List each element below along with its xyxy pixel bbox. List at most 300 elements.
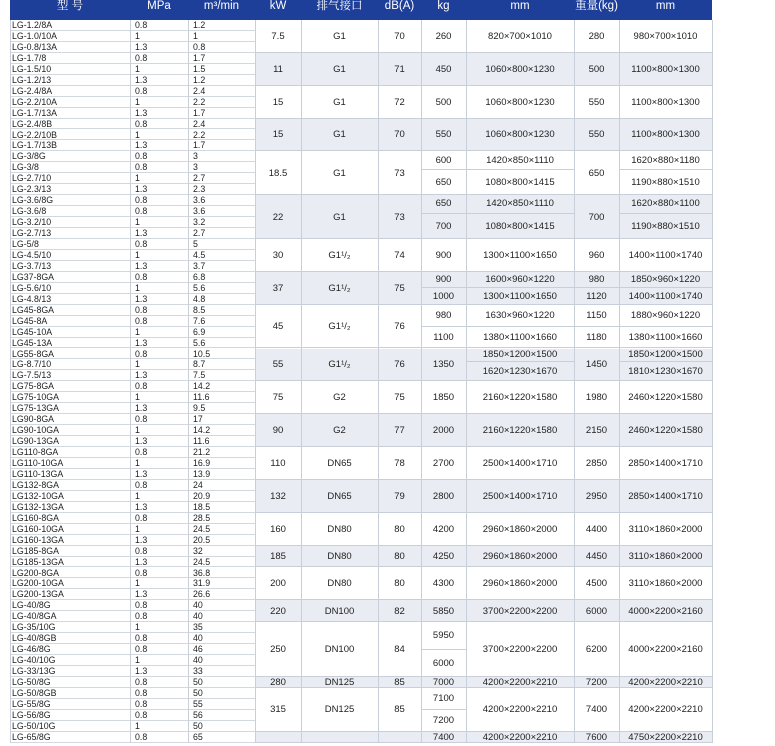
outlet-cell: G1 bbox=[333, 96, 346, 108]
outlet-cell: G1¹/₂ bbox=[328, 282, 351, 294]
outlet-cell: DN65 bbox=[327, 490, 352, 502]
pressure-cell: 1.3 bbox=[135, 468, 148, 479]
noise-cell: 80 bbox=[394, 551, 405, 563]
pressure-cell: 1.3 bbox=[135, 228, 148, 239]
pressure-cell: 0.8 bbox=[135, 545, 148, 556]
model-cell: LG-40/8G bbox=[12, 600, 51, 611]
table-row bbox=[10, 425, 255, 436]
model-cell: LG45-8A bbox=[12, 315, 48, 326]
table-row bbox=[10, 31, 255, 42]
table-row bbox=[10, 655, 255, 666]
table-row bbox=[10, 480, 255, 491]
conv-dims-cell: 1100×800×1300 bbox=[631, 63, 700, 75]
model-cell: LG75-10GA bbox=[12, 392, 59, 403]
pressure-cell: 1 bbox=[135, 359, 140, 370]
model-cell: LG110-10GA bbox=[12, 458, 64, 468]
model-cell: LG-5/8 bbox=[12, 239, 39, 249]
pressure-cell: 1.3 bbox=[135, 184, 148, 195]
model-cell: LG132-10GA bbox=[12, 490, 64, 501]
table-row bbox=[10, 469, 255, 480]
spec-group bbox=[255, 151, 712, 195]
conv-dims-cell: 1620×880×1100 bbox=[619, 195, 712, 213]
pressure-cell: 1 bbox=[135, 523, 140, 534]
table-row bbox=[10, 392, 255, 403]
power-cell: 160 bbox=[270, 523, 286, 535]
flow-cell: 13.9 bbox=[193, 468, 211, 479]
column-divider bbox=[188, 20, 189, 743]
conv-weight-cell: 6000 bbox=[585, 605, 608, 617]
weight-cell: 650 bbox=[435, 176, 452, 188]
noise-cell bbox=[378, 732, 421, 743]
flow-cell: 3.2 bbox=[193, 217, 206, 228]
outlet-cell: DN65 bbox=[327, 457, 352, 469]
weight-cell: 7100 bbox=[421, 688, 466, 710]
model-cell: LG-3/8 bbox=[12, 162, 39, 173]
table-row bbox=[10, 195, 255, 206]
model-cell: LG-2.2/10A bbox=[12, 96, 57, 107]
model-cell: LG-0.8/13A bbox=[12, 41, 57, 52]
power-cell: 30 bbox=[272, 249, 284, 261]
pressure-cell: 1 bbox=[135, 326, 140, 337]
pressure-cell: 0.8 bbox=[135, 85, 148, 96]
pressure-cell: 1.3 bbox=[135, 403, 148, 414]
table-row bbox=[10, 699, 255, 710]
header-conv-dims: mm bbox=[655, 0, 676, 12]
pressure-cell: 0.8 bbox=[135, 731, 148, 742]
noise-cell: 85 bbox=[394, 676, 405, 688]
model-cell: LG-2.7/13 bbox=[12, 228, 52, 239]
header-dims: mm bbox=[510, 0, 530, 12]
pressure-cell: 1.3 bbox=[135, 337, 148, 348]
outlet-cell: G1¹/₂ bbox=[328, 321, 351, 333]
flow-cell: 8.5 bbox=[193, 304, 206, 315]
model-cell: LG-33/13G bbox=[12, 666, 56, 677]
conv-weight-cell: 4400 bbox=[585, 523, 608, 535]
conv-dims-cell: 3110×1860×2000 bbox=[628, 523, 703, 535]
spec-group bbox=[255, 480, 712, 513]
conv-dims-cell: 1100×800×1300 bbox=[631, 96, 700, 108]
flow-cell: 3 bbox=[193, 151, 198, 162]
conv-dims-cell: 2850×1400×1710 bbox=[628, 490, 703, 502]
model-cell: LG110-13GA bbox=[12, 468, 64, 479]
weight-cell: 7400 bbox=[432, 731, 455, 743]
model-cell: LG160-8GA bbox=[12, 512, 59, 523]
flow-cell: 9.5 bbox=[193, 403, 206, 414]
table-row bbox=[10, 184, 255, 195]
table-row bbox=[10, 250, 255, 261]
model-cell: LG-8.7/10 bbox=[12, 359, 52, 370]
pressure-cell: 1 bbox=[135, 249, 140, 260]
flow-cell: 2.2 bbox=[193, 96, 206, 107]
pressure-cell: 0.8 bbox=[135, 567, 148, 578]
dims-cell: 1620×1230×1670 bbox=[482, 366, 558, 378]
model-cell: LG-1.7/13B bbox=[12, 140, 57, 151]
pressure-cell: 1 bbox=[135, 578, 140, 589]
spec-group bbox=[255, 86, 712, 119]
power-cell: 315 bbox=[270, 704, 286, 716]
spec-group bbox=[255, 447, 712, 480]
conv-weight-cell: 7400 bbox=[585, 704, 608, 716]
flow-cell: 14.2 bbox=[193, 425, 211, 436]
spec-group bbox=[255, 305, 712, 349]
model-cell: LG-40/8GB bbox=[12, 633, 57, 644]
power-cell: 45 bbox=[272, 321, 284, 333]
conv-dims-cell: 4000×2200×2160 bbox=[628, 644, 703, 656]
flow-cell: 32 bbox=[193, 545, 203, 556]
table-row bbox=[10, 578, 255, 589]
pressure-cell: 0.8 bbox=[135, 479, 148, 490]
power-cell: 200 bbox=[270, 578, 286, 590]
table-row bbox=[10, 535, 255, 546]
outlet-cell: DN125 bbox=[324, 704, 355, 716]
power-cell: 90 bbox=[272, 425, 284, 437]
model-cell: LG37-8GA bbox=[12, 271, 55, 282]
flow-cell: 2.7 bbox=[193, 173, 206, 184]
conv-dims-cell: 1880×960×1220 bbox=[619, 305, 712, 327]
noise-cell: 82 bbox=[394, 605, 405, 617]
table-row bbox=[10, 217, 255, 228]
model-cell: LG-4.8/13 bbox=[12, 293, 52, 304]
flow-cell: 5 bbox=[193, 239, 198, 249]
dims-cell: 2960×1860×2000 bbox=[482, 578, 558, 590]
flow-cell: 1.2 bbox=[193, 74, 206, 85]
flow-cell: 2.4 bbox=[193, 85, 206, 96]
noise-cell: 78 bbox=[394, 457, 405, 469]
pressure-cell: 0.8 bbox=[135, 677, 148, 687]
dims-cell: 1420×850×1110 bbox=[466, 151, 574, 169]
table-row bbox=[10, 64, 255, 75]
table-row bbox=[10, 458, 255, 469]
table-row bbox=[10, 403, 255, 414]
conv-weight-cell: 2950 bbox=[585, 490, 608, 502]
flow-cell: 55 bbox=[193, 698, 203, 709]
power-cell: 37 bbox=[272, 282, 284, 294]
flow-cell: 11.6 bbox=[193, 436, 210, 447]
flow-cell: 6.8 bbox=[193, 271, 206, 282]
flow-cell: 5.6 bbox=[193, 282, 206, 293]
pressure-cell: 0.8 bbox=[135, 239, 148, 249]
model-cell: LG-3.7/13 bbox=[12, 260, 52, 271]
outlet-cell: G1¹/₂ bbox=[328, 359, 351, 371]
pressure-cell: 0.8 bbox=[135, 687, 148, 698]
table-row bbox=[10, 42, 255, 53]
weight-cell: 500 bbox=[435, 96, 452, 108]
flow-cell: 24.5 bbox=[193, 523, 211, 534]
power-cell: 15 bbox=[272, 129, 284, 141]
header-noise: dB(A) bbox=[384, 0, 415, 12]
flow-cell: 4.5 bbox=[193, 249, 206, 260]
outlet-cell: G1 bbox=[333, 129, 346, 141]
flow-cell: 26.6 bbox=[193, 589, 211, 600]
conv-weight-cell: 7200 bbox=[585, 676, 608, 688]
power-cell: 110 bbox=[270, 457, 286, 469]
flow-cell: 36.8 bbox=[193, 567, 211, 578]
model-cell: LG160-13GA bbox=[12, 534, 64, 545]
model-cell: LG-1.7/8 bbox=[12, 52, 47, 63]
flow-cell: 50 bbox=[193, 720, 203, 731]
flow-cell: 2.3 bbox=[193, 184, 206, 195]
flow-cell: 31.9 bbox=[193, 578, 211, 589]
weight-cell: 5850 bbox=[432, 605, 455, 617]
pressure-cell: 0.8 bbox=[135, 195, 148, 206]
model-cell: LG45-10A bbox=[12, 326, 53, 337]
conv-dims-cell: 1100×800×1300 bbox=[631, 129, 700, 141]
flow-cell: 6.9 bbox=[193, 326, 206, 337]
conv-weight-cell: 6200 bbox=[585, 644, 608, 656]
power-cell bbox=[255, 732, 301, 743]
power-cell: 11 bbox=[273, 63, 283, 75]
table-row bbox=[10, 151, 255, 162]
pressure-cell: 1.3 bbox=[135, 501, 148, 512]
dims-cell: 820×700×1010 bbox=[488, 30, 552, 42]
dims-cell: 1060×800×1230 bbox=[485, 63, 555, 75]
outlet-cell: G1 bbox=[333, 63, 346, 75]
conv-weight-cell: 4500 bbox=[585, 578, 608, 590]
weight-cell: 600 bbox=[421, 151, 466, 169]
table-row bbox=[10, 589, 255, 600]
pressure-cell: 1 bbox=[135, 173, 140, 184]
flow-cell: 28.5 bbox=[193, 512, 211, 523]
flow-cell: 14.2 bbox=[193, 381, 211, 392]
dims-cell: 1380×1100×1660 bbox=[483, 332, 557, 344]
model-cell: LG-3/8G bbox=[12, 151, 46, 162]
flow-cell: 18.5 bbox=[193, 501, 211, 512]
pressure-cell: 1 bbox=[135, 458, 140, 468]
table-row bbox=[10, 491, 255, 502]
noise-cell: 70 bbox=[394, 129, 405, 141]
dims-cell: 2160×1220×1580 bbox=[482, 425, 558, 437]
pressure-cell: 0.8 bbox=[135, 709, 148, 720]
conv-weight-cell: 550 bbox=[588, 96, 605, 108]
pressure-cell: 1 bbox=[135, 282, 140, 293]
header-weight: kg bbox=[437, 0, 450, 12]
noise-cell: 71 bbox=[394, 63, 405, 75]
weight-cell: 4300 bbox=[432, 578, 455, 590]
power-cell: 132 bbox=[270, 490, 286, 502]
model-cell: LG-50/8G bbox=[12, 677, 51, 687]
noise-cell: 76 bbox=[394, 321, 405, 333]
model-cell: LG-1.0/10A bbox=[12, 30, 57, 41]
pressure-cell: 1.3 bbox=[135, 260, 148, 271]
weight-cell: 980 bbox=[421, 305, 466, 327]
table-row bbox=[10, 53, 255, 64]
weight-cell: 900 bbox=[421, 272, 466, 288]
flow-cell: 24.5 bbox=[193, 556, 211, 567]
flow-cell: 3.6 bbox=[193, 206, 206, 217]
flow-cell: 56 bbox=[193, 709, 203, 720]
model-cell: LG45-13A bbox=[12, 337, 53, 348]
spec-group bbox=[255, 239, 712, 272]
noise-cell: 73 bbox=[394, 211, 405, 223]
flow-cell: 10.5 bbox=[193, 348, 211, 359]
header-pressure: MPa bbox=[147, 0, 171, 12]
model-cell: LG45-8GA bbox=[12, 304, 55, 315]
flow-cell: 11.6 bbox=[193, 392, 210, 403]
dims-cell: 1080×800×1415 bbox=[485, 176, 555, 188]
pressure-cell: 1 bbox=[135, 655, 140, 666]
table-row bbox=[10, 513, 255, 524]
conv-weight-cell: 980 bbox=[574, 272, 619, 288]
model-cell: LG200-13GA bbox=[12, 589, 64, 600]
spec-group bbox=[255, 622, 712, 677]
weight-cell: 7200 bbox=[432, 715, 455, 727]
table-row bbox=[10, 162, 255, 173]
dims-cell: 1300×1100×1650 bbox=[483, 249, 557, 261]
pressure-cell: 1.3 bbox=[135, 556, 148, 567]
table-row bbox=[10, 677, 255, 688]
conv-dims-cell: 1400×1100×1740 bbox=[628, 290, 703, 302]
conv-weight-cell: 1450 bbox=[585, 359, 608, 371]
conv-dims-cell: 1190×880×1510 bbox=[631, 220, 700, 232]
table-row bbox=[10, 97, 255, 108]
flow-cell: 8.7 bbox=[193, 359, 206, 370]
dims-cell: 2960×1860×2000 bbox=[482, 523, 558, 535]
table-row bbox=[10, 732, 255, 743]
pressure-cell: 1.3 bbox=[135, 74, 148, 85]
spec-group bbox=[255, 414, 712, 447]
model-cell: LG-40/10G bbox=[12, 655, 56, 666]
conv-weight-cell: 550 bbox=[588, 129, 605, 141]
header-outlet: 排气接口 bbox=[316, 0, 363, 12]
pressure-cell: 1.3 bbox=[135, 293, 148, 304]
table-row bbox=[10, 611, 255, 622]
dims-cell: 1080×800×1415 bbox=[485, 220, 555, 232]
outlet-cell: G1 bbox=[333, 211, 346, 223]
table-row bbox=[10, 294, 255, 305]
pressure-cell: 1 bbox=[135, 490, 140, 501]
table-row bbox=[10, 546, 255, 557]
table-row bbox=[10, 338, 255, 349]
conv-weight-cell: 650 bbox=[588, 167, 605, 179]
power-cell: 15 bbox=[272, 96, 284, 108]
weight-cell: 2700 bbox=[432, 457, 455, 469]
model-cell: LG-2.4/8A bbox=[12, 85, 53, 96]
flow-cell: 0.8 bbox=[193, 41, 206, 52]
pressure-cell: 0.8 bbox=[135, 162, 148, 173]
power-cell: 220 bbox=[270, 605, 286, 617]
table-row bbox=[10, 524, 255, 535]
weight-cell: 1350 bbox=[432, 359, 455, 371]
pressure-cell: 1 bbox=[135, 425, 140, 436]
table-row bbox=[10, 370, 255, 381]
power-cell: 280 bbox=[270, 676, 286, 688]
outlet-cell: DN125 bbox=[324, 676, 355, 688]
spec-group bbox=[255, 381, 712, 414]
weight-cell: 1100 bbox=[433, 332, 454, 344]
table-row bbox=[10, 228, 255, 239]
dims-cell: 1850×1200×1500 bbox=[466, 349, 574, 363]
outlet-cell: G2 bbox=[333, 392, 346, 404]
table-row bbox=[10, 327, 255, 338]
conv-weight-cell: 700 bbox=[588, 211, 605, 223]
conv-weight-cell: 7600 bbox=[585, 731, 608, 743]
flow-cell: 1.5 bbox=[193, 63, 206, 74]
column-divider bbox=[466, 20, 467, 743]
conv-weight-cell: 500 bbox=[588, 63, 605, 75]
conv-weight-cell: 2150 bbox=[585, 425, 608, 437]
model-cell: LG55-8GA bbox=[12, 348, 55, 359]
model-cell: LG-46/8G bbox=[12, 644, 51, 655]
table-row bbox=[10, 557, 255, 568]
model-cell: LG-5.6/10 bbox=[12, 282, 52, 293]
flow-cell: 50 bbox=[193, 687, 203, 698]
flow-cell: 16.9 bbox=[193, 458, 211, 468]
model-cell: LG-7.5/13 bbox=[12, 370, 52, 381]
flow-cell: 4.8 bbox=[193, 293, 206, 304]
pressure-cell: 1 bbox=[135, 392, 140, 403]
conv-dims-cell: 1850×1200×1500 bbox=[619, 349, 712, 363]
conv-weight-cell: 960 bbox=[588, 249, 605, 261]
noise-cell: 72 bbox=[394, 96, 405, 108]
table-row bbox=[10, 359, 255, 370]
flow-cell: 1.7 bbox=[193, 52, 206, 63]
header-flow: m³/min bbox=[203, 0, 240, 12]
dims-cell: 2160×1220×1580 bbox=[482, 392, 558, 404]
outlet-cell bbox=[301, 732, 378, 743]
table-row bbox=[10, 20, 255, 31]
table-row bbox=[10, 261, 255, 272]
conv-dims-cell: 1190×880×1510 bbox=[631, 176, 700, 188]
outlet-cell: G1 bbox=[333, 167, 346, 179]
table-row bbox=[10, 305, 255, 316]
conv-dims-cell: 1810×1230×1670 bbox=[628, 366, 703, 378]
table-row bbox=[10, 600, 255, 611]
flow-cell: 1.7 bbox=[193, 107, 206, 118]
pressure-cell: 1.3 bbox=[135, 41, 148, 52]
noise-cell: 84 bbox=[394, 644, 405, 656]
model-cell: LG-2.2/10B bbox=[12, 129, 57, 140]
pressure-cell: 0.8 bbox=[135, 447, 148, 458]
weight-cell: 4200 bbox=[432, 523, 455, 535]
pressure-cell: 1 bbox=[135, 30, 140, 41]
conv-dims-cell: 4200×2200×2210 bbox=[628, 676, 703, 688]
weight-cell: 2000 bbox=[432, 425, 455, 437]
model-cell: LG75-13GA bbox=[12, 403, 59, 414]
table-row bbox=[10, 173, 255, 184]
flow-cell: 7.5 bbox=[193, 370, 206, 381]
flow-cell: 1.2 bbox=[193, 20, 206, 30]
weight-cell: 1000 bbox=[432, 290, 455, 302]
model-cell: LG-50/10G bbox=[12, 720, 56, 731]
noise-cell: 74 bbox=[394, 249, 405, 261]
pressure-cell: 1 bbox=[135, 63, 140, 74]
pressure-cell: 0.8 bbox=[135, 304, 148, 315]
weight-cell: 260 bbox=[435, 30, 452, 42]
flow-cell: 35 bbox=[193, 622, 203, 633]
header-model: 型 号 bbox=[56, 0, 84, 12]
table-row bbox=[10, 622, 255, 633]
model-cell: LG90-8GA bbox=[12, 414, 55, 425]
conv-weight-cell: 1120 bbox=[586, 290, 607, 302]
spec-group bbox=[255, 677, 712, 688]
column-divider bbox=[10, 20, 11, 743]
noise-cell: 76 bbox=[394, 359, 405, 371]
model-cell: LG132-8GA bbox=[12, 479, 59, 490]
conv-dims-cell: 4750×2200×2210 bbox=[628, 731, 703, 743]
column-divider bbox=[619, 20, 620, 743]
flow-cell: 2.7 bbox=[193, 228, 206, 239]
pressure-cell: 0.8 bbox=[135, 271, 148, 282]
conv-dims-cell: 980×700×1010 bbox=[633, 30, 698, 42]
flow-cell: 46 bbox=[193, 644, 203, 655]
column-divider bbox=[574, 20, 575, 743]
pressure-cell: 0.8 bbox=[135, 151, 148, 162]
pressure-cell: 1.3 bbox=[135, 107, 148, 118]
model-cell: LG185-8GA bbox=[12, 545, 59, 556]
weight-cell: 1850 bbox=[432, 392, 455, 404]
model-cell: LG-1.7/13A bbox=[12, 107, 57, 118]
flow-cell: 3 bbox=[193, 162, 198, 173]
